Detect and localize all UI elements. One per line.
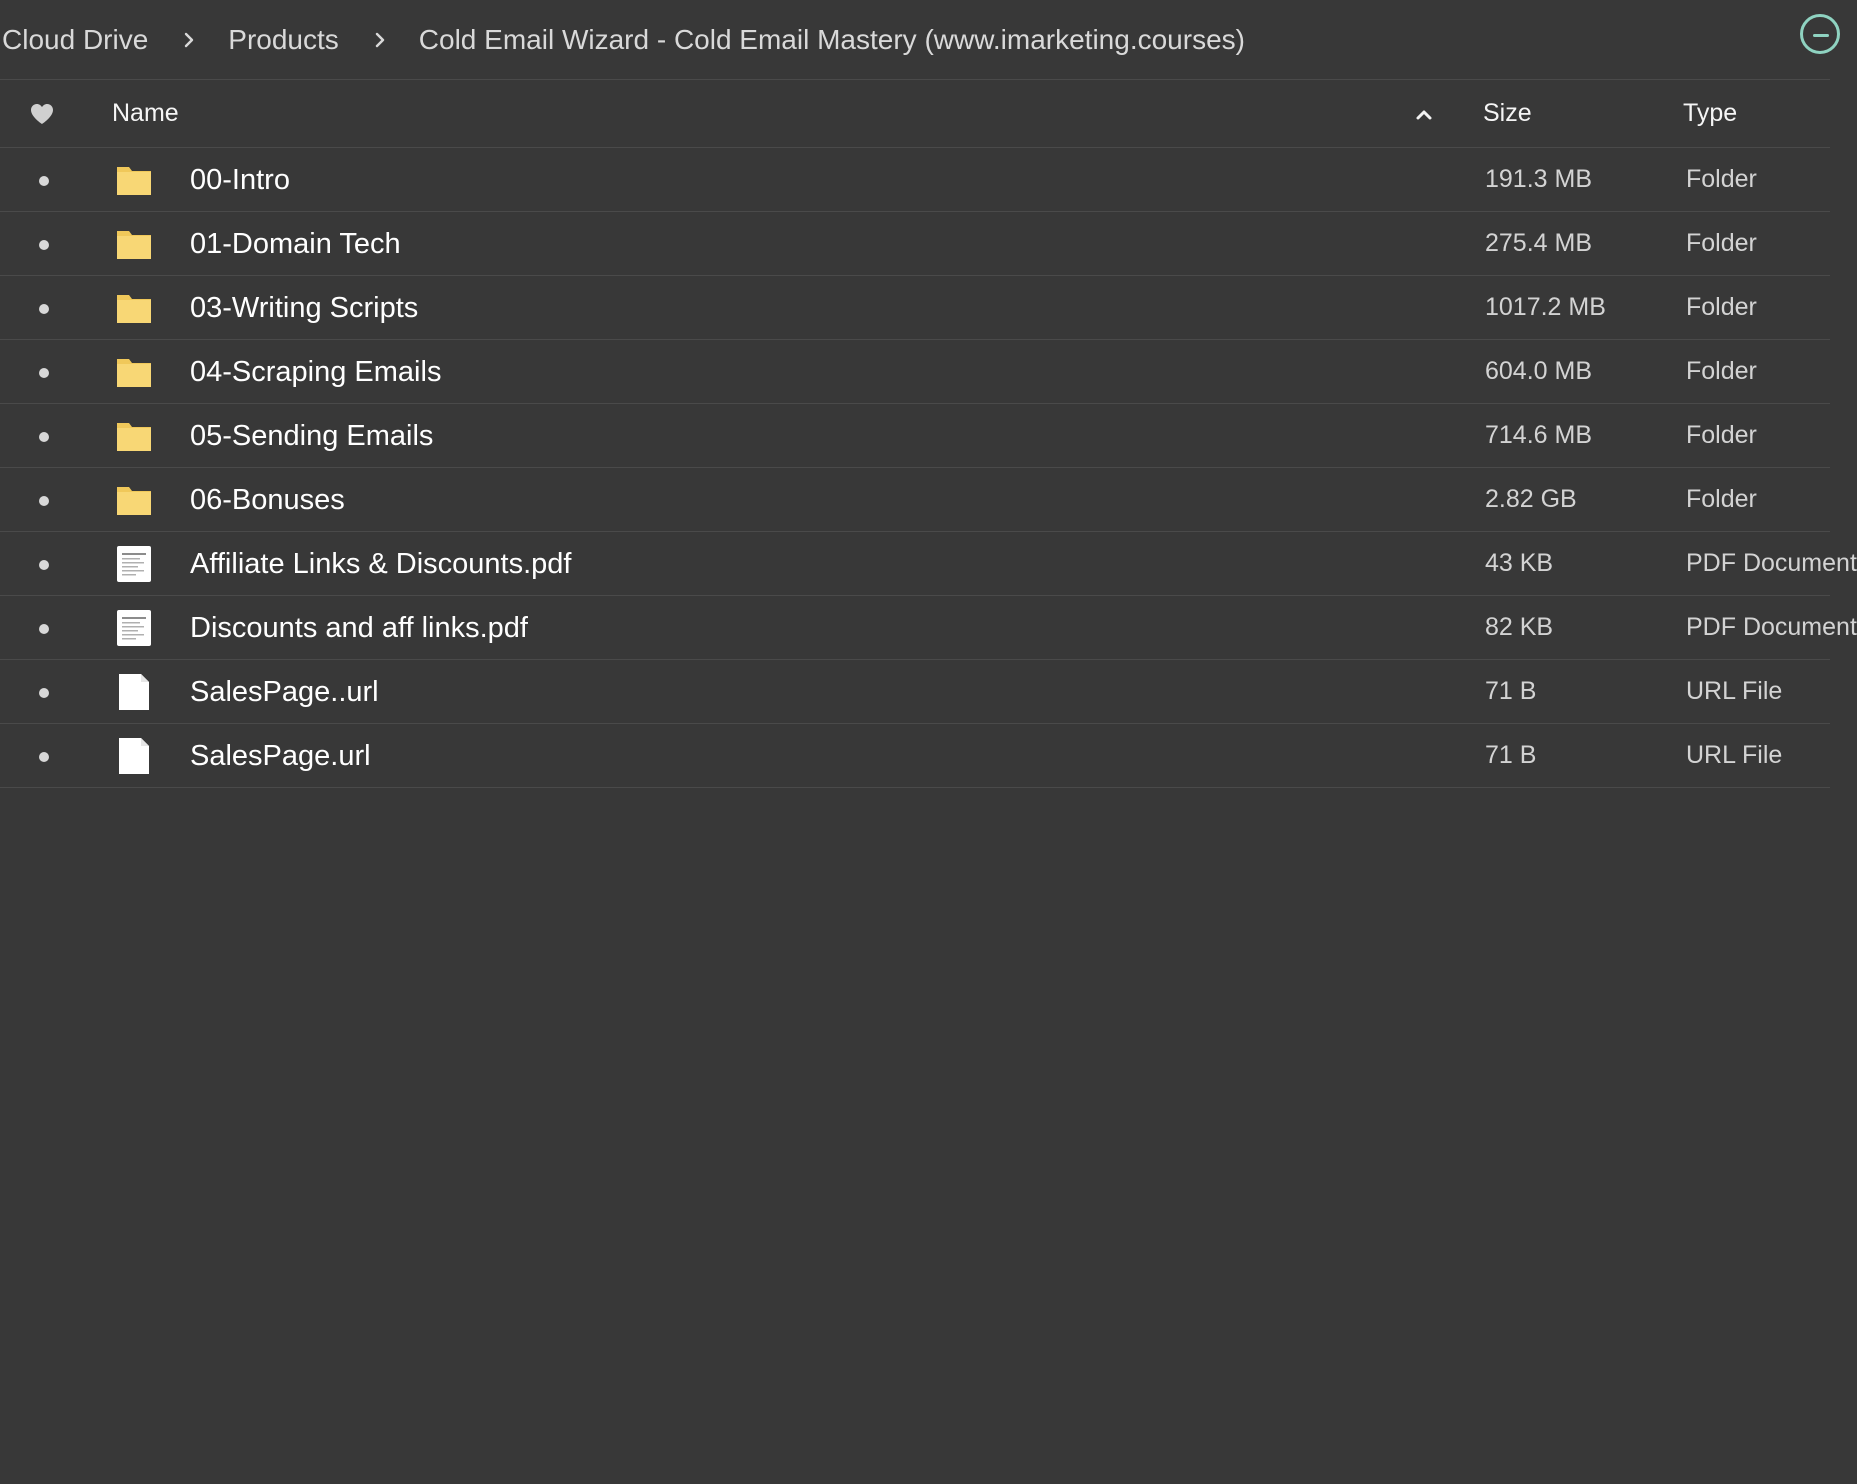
row-name[interactable]: SalesPage.url [190, 740, 371, 772]
favorite-dot[interactable] [39, 176, 49, 186]
table-row[interactable] [0, 340, 1830, 404]
file-list [0, 148, 1857, 788]
column-header-type[interactable]: Type [1683, 99, 1738, 127]
breadcrumb-cloud-drive[interactable]: Cloud Drive [2, 23, 149, 55]
folder-icon [115, 290, 153, 326]
favorite-dot[interactable] [39, 240, 49, 250]
table-row[interactable] [0, 532, 1857, 596]
chevron-right-icon [178, 29, 200, 51]
pdf-file-icon [115, 546, 153, 582]
row-name[interactable]: 06-Bonuses [190, 484, 345, 516]
row-size: 604.0 MB [1485, 357, 1593, 385]
folder-icon [115, 162, 153, 198]
table-header [0, 80, 1830, 148]
folder-icon [115, 226, 153, 262]
folder-icon [115, 482, 153, 518]
row-name[interactable]: 04-Scraping Emails [190, 356, 442, 388]
row-type: Folder [1686, 229, 1757, 257]
row-type: Folder [1686, 485, 1757, 513]
breadcrumb-products[interactable]: Products [228, 23, 339, 55]
row-size: 191.3 MB [1485, 165, 1593, 193]
folder-icon [115, 354, 153, 390]
row-size: 275.4 MB [1485, 229, 1593, 257]
row-size: 1017.2 MB [1485, 293, 1606, 321]
generic-file-icon [115, 738, 153, 774]
row-type: Folder [1686, 293, 1757, 321]
favorite-dot[interactable] [39, 624, 49, 634]
row-type: PDF Document [1686, 613, 1857, 641]
row-type: URL File [1686, 741, 1783, 769]
table-row[interactable] [0, 276, 1830, 340]
favorite-dot[interactable] [39, 432, 49, 442]
row-size: 71 B [1485, 677, 1537, 705]
column-header-name[interactable]: Name [112, 99, 179, 127]
row-size: 43 KB [1485, 549, 1554, 577]
chevron-right-icon [369, 29, 391, 51]
minus-circle-icon[interactable] [1800, 14, 1840, 54]
row-name[interactable]: 05-Sending Emails [190, 420, 434, 452]
table-row[interactable] [0, 212, 1830, 276]
row-name[interactable]: SalesPage..url [190, 676, 379, 708]
favorite-dot[interactable] [39, 496, 49, 506]
row-name[interactable]: 00-Intro [190, 164, 290, 196]
row-type: PDF Document [1686, 549, 1857, 577]
breadcrumb-current-folder: Cold Email Wizard - Cold Email Mastery (www.imarketing.courses) [418, 23, 1245, 55]
favorite-dot[interactable] [39, 688, 49, 698]
row-type: Folder [1686, 357, 1757, 385]
table-row[interactable] [0, 596, 1857, 660]
row-size: 82 KB [1485, 613, 1554, 641]
row-name[interactable]: 01-Domain Tech [190, 228, 401, 260]
favorite-dot[interactable] [39, 368, 49, 378]
generic-file-icon [115, 674, 153, 710]
column-header-size[interactable]: Size [1483, 99, 1532, 127]
row-size: 2.82 GB [1485, 485, 1577, 513]
folder-icon [115, 418, 153, 454]
breadcrumb [0, 0, 1830, 80]
chevron-up-icon[interactable] [1413, 104, 1435, 126]
table-row[interactable] [0, 468, 1830, 532]
favorite-dot[interactable] [39, 560, 49, 570]
row-type: Folder [1686, 165, 1757, 193]
row-name[interactable]: 03-Writing Scripts [190, 292, 419, 324]
table-row[interactable] [0, 724, 1830, 788]
table-row[interactable] [0, 660, 1830, 724]
heart-icon[interactable] [29, 102, 55, 126]
row-name[interactable]: Discounts and aff links.pdf [190, 612, 528, 644]
favorite-dot[interactable] [39, 304, 49, 314]
pdf-file-icon [115, 610, 153, 646]
table-row[interactable] [0, 148, 1830, 212]
row-size: 71 B [1485, 741, 1537, 769]
favorite-dot[interactable] [39, 752, 49, 762]
row-size: 714.6 MB [1485, 421, 1593, 449]
row-type: URL File [1686, 677, 1783, 705]
table-row[interactable] [0, 404, 1830, 468]
row-type: Folder [1686, 421, 1757, 449]
row-name[interactable]: Affiliate Links & Discounts.pdf [190, 548, 572, 580]
